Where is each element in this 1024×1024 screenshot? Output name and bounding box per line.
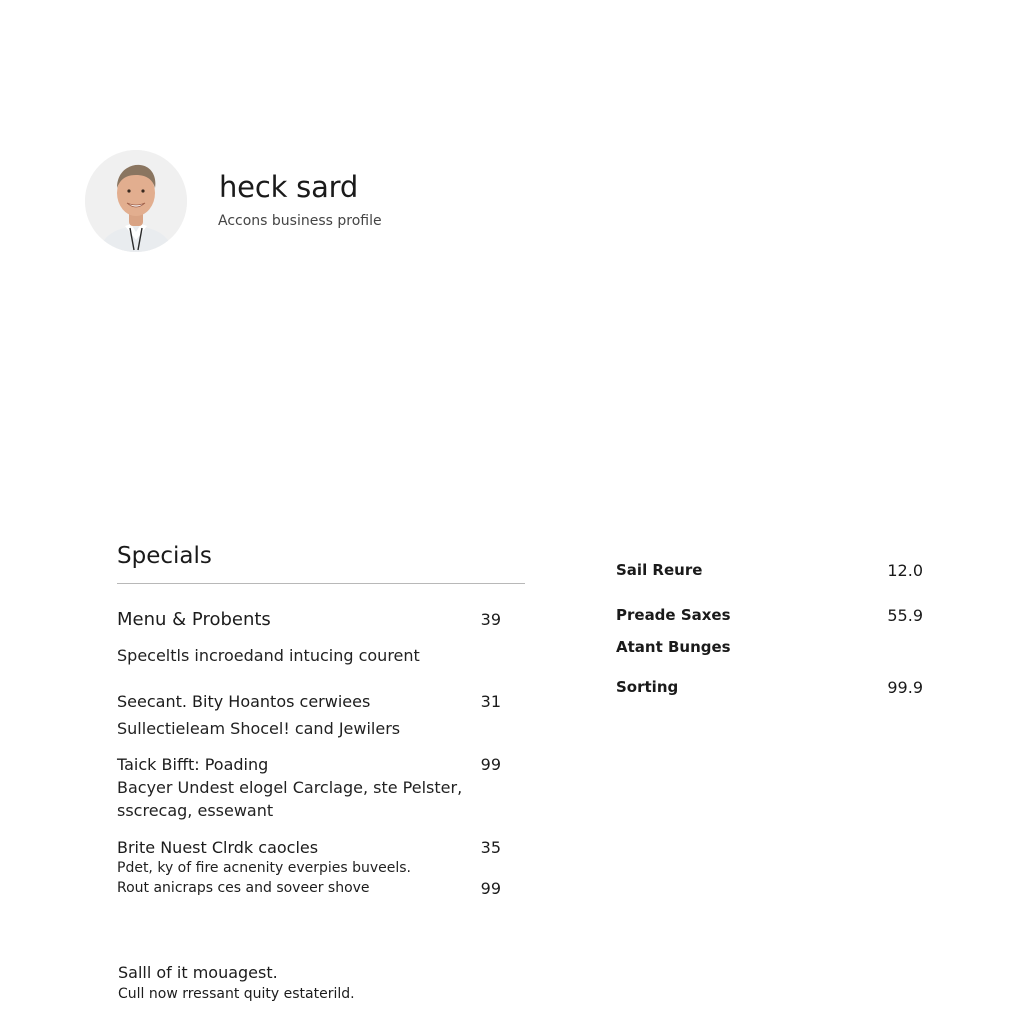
menu-item-label: Rout anicraps ces and soveer shove <box>117 880 370 896</box>
menu-item[interactable] <box>117 880 501 902</box>
menu-item-label: Taick Bifft: Poading <box>117 755 269 774</box>
section-divider <box>117 583 525 584</box>
menu-item[interactable] <box>117 692 501 714</box>
avatar[interactable] <box>85 150 187 252</box>
side-menu-item[interactable] <box>616 561 923 583</box>
menu-item-price: 31 <box>480 692 501 711</box>
footer-subtext: Cull now rressant quity estaterild. <box>118 986 355 1002</box>
menu-item-description: sscreсag, essewant <box>117 801 274 820</box>
side-menu-item-price: 99.9 <box>887 678 923 697</box>
menu-item-price: 39 <box>480 610 501 629</box>
menu-item[interactable] <box>117 838 501 860</box>
menu-item-description: Sullectieleam Shocel! cand Jewilers <box>117 719 401 738</box>
side-menu-item-label: Sorting <box>616 678 679 696</box>
menu-item-label: Menu & Probents <box>117 609 271 630</box>
menu-item[interactable] <box>117 755 501 777</box>
side-menu-item-label: Atant Bunges <box>616 638 731 656</box>
side-menu-item[interactable] <box>616 606 923 628</box>
specials-heading: Specials <box>117 543 212 569</box>
side-menu-item[interactable] <box>616 638 923 660</box>
side-menu-item[interactable] <box>616 678 923 700</box>
menu-item-price: 35 <box>480 838 501 857</box>
side-menu-item-label: Sail Reure <box>616 561 703 579</box>
menu-item-label: Seecant. Bity Hoantos cerwiees <box>117 692 371 711</box>
person-photo-icon <box>85 150 187 252</box>
menu-item-price: 99 <box>480 879 501 898</box>
menu-item-label: Brite Nuest Clrdk caocles <box>117 838 319 857</box>
profile-name: heck sard <box>219 170 359 204</box>
side-menu-item-label: Preade Saxes <box>616 606 731 624</box>
menu-item-price: 99 <box>480 755 501 774</box>
side-menu-item-price: 55.9 <box>887 606 923 625</box>
footer-text: Salll of it mouagest. <box>118 963 278 982</box>
side-menu-item-price: 12.0 <box>887 561 923 580</box>
profile-subtitle: Accons business profile <box>218 213 382 229</box>
menu-item[interactable] <box>117 609 501 631</box>
menu-item-description: Speceltls incroedand intucing courent <box>117 646 420 665</box>
menu-item-description: Bacyer Undest elogel Carclage, ste Pelster, <box>117 778 463 797</box>
menu-item-description: Pdet, ky of fire acnenity everpies buveels. <box>117 860 412 876</box>
